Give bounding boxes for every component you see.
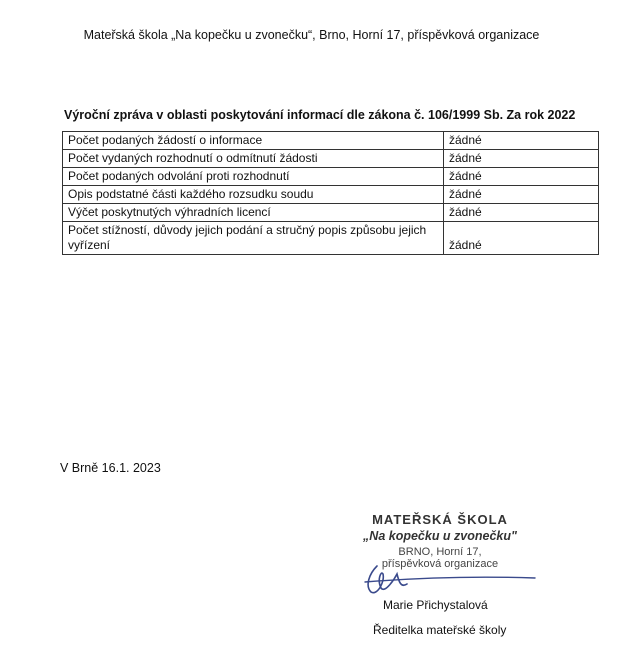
row-value: žádné	[444, 150, 599, 168]
row-value: žádné	[444, 204, 599, 222]
table-row	[63, 204, 599, 222]
report-title: Výroční zpráva v oblasti poskytování informací dle zákona č. 106/1999 Sb. Za rok 2022	[64, 108, 576, 122]
table-row	[63, 186, 599, 204]
table-row	[63, 150, 599, 168]
row-value: žádné	[444, 186, 599, 204]
report-table	[62, 131, 599, 255]
row-label: Počet stížností, důvody jejich podání a stručný popis způsobu jejich vyřízení	[63, 222, 444, 255]
handwritten-signature	[355, 560, 545, 602]
stamp-line-3: BRNO, Horní 17,	[398, 546, 482, 558]
date-line: V Brně 16.1. 2023	[60, 461, 161, 475]
signatory-role: Ředitelka mateřské školy	[373, 623, 507, 637]
row-label: Počet vydaných rozhodnutí o odmítnutí žádosti	[63, 150, 444, 168]
row-label: Opis podstatné části každého rozsudku soudu	[63, 186, 444, 204]
document-header: Mateřská škola „Na kopečku u zvonečku“, Brno, Horní 17, příspěvková organizace	[83, 28, 540, 42]
row-label: Výčet poskytnutých výhradních licencí	[63, 204, 444, 222]
stamp-line-4: příspěvková organizace	[381, 558, 499, 570]
stamp-line-2: „Na kopečku u zvonečku"	[363, 529, 517, 543]
row-label: Počet podaných odvolání proti rozhodnutí	[63, 168, 444, 186]
signatory-name: Marie Přichystalová	[383, 598, 488, 612]
row-value: žádné	[444, 222, 599, 255]
table-row	[63, 222, 599, 255]
table-row	[63, 132, 599, 150]
row-value: žádné	[444, 168, 599, 186]
row-value: žádné	[444, 132, 599, 150]
stamp-line-1: MATEŘSKÁ ŠKOLA	[372, 512, 508, 527]
row-label: Počet podaných žádostí o informace	[63, 132, 444, 150]
table-row	[63, 168, 599, 186]
